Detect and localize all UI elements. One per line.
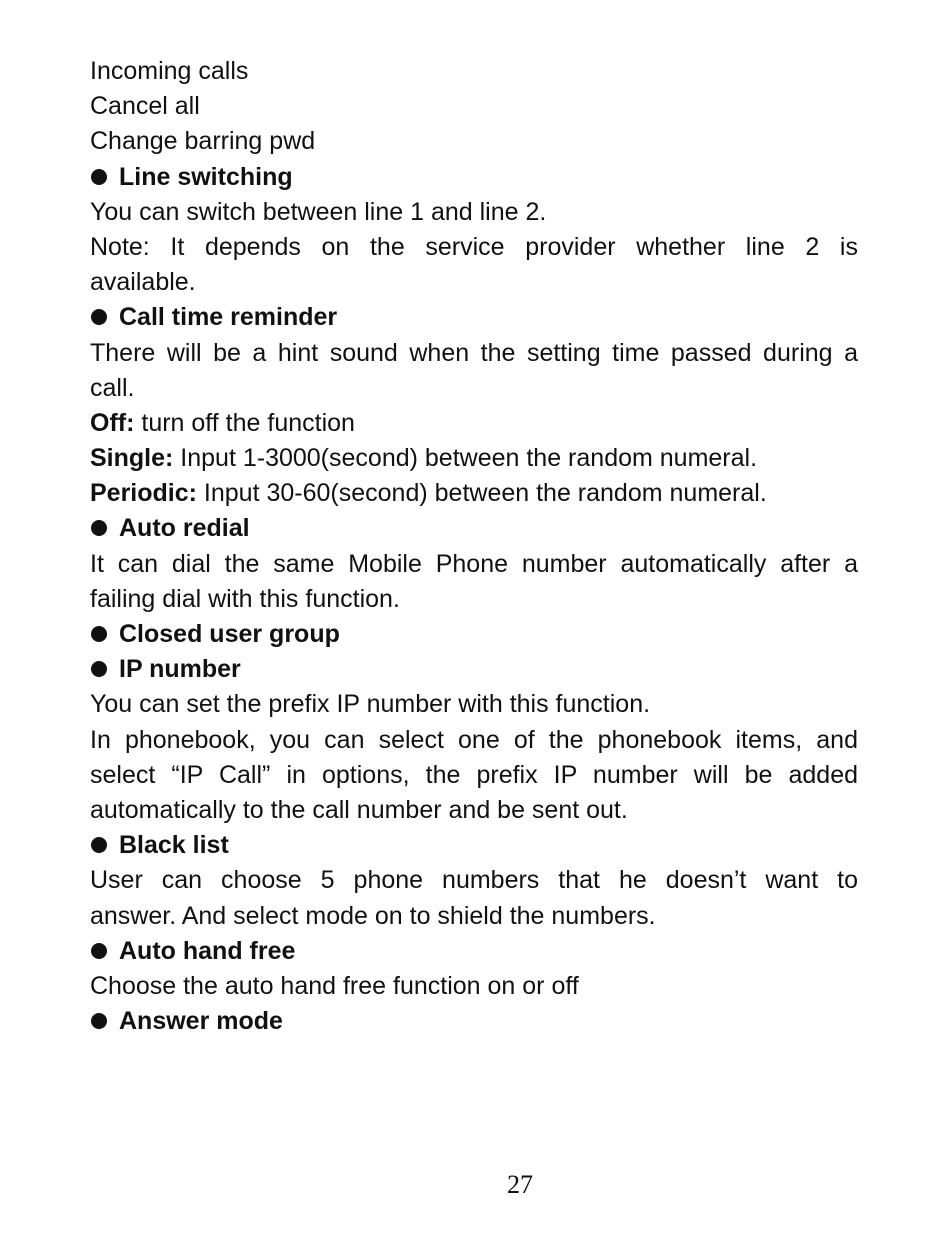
section-heading-auto-hand-free bbox=[90, 934, 858, 969]
bullet-icon bbox=[91, 169, 107, 185]
text-line: answer. And select mode on to shield the numbers. bbox=[90, 901, 656, 930]
manual-page bbox=[90, 54, 858, 1039]
bullet-icon bbox=[91, 943, 107, 959]
section-heading-auto-redial bbox=[90, 511, 858, 546]
bullet-icon bbox=[91, 626, 107, 642]
heading-label: Closed user group bbox=[119, 620, 340, 648]
heading-label: Auto redial bbox=[119, 514, 250, 543]
text-line: Choose the auto hand free function on or off bbox=[90, 971, 579, 1000]
text-line: failing dial with this function. bbox=[90, 584, 400, 613]
section-heading-ip-number bbox=[90, 652, 858, 687]
bullet-icon bbox=[91, 837, 107, 853]
text-line: Cancel all bbox=[90, 92, 200, 121]
option-single bbox=[90, 441, 858, 476]
text-line: call. bbox=[90, 373, 135, 402]
section-heading-closed-user-group bbox=[90, 617, 858, 652]
section-heading-black-list bbox=[90, 828, 858, 863]
option-label: Off: bbox=[90, 408, 135, 437]
text-line: Note: It depends on the service provider whether line 2 is bbox=[90, 232, 858, 261]
heading-label: IP number bbox=[119, 655, 241, 684]
option-off bbox=[90, 406, 858, 441]
page-number: 27 bbox=[507, 1170, 533, 1199]
heading-label: Answer mode bbox=[119, 1007, 283, 1036]
bullet-icon bbox=[91, 661, 107, 677]
heading-label: Call time reminder bbox=[119, 303, 338, 332]
option-label: Single: bbox=[90, 444, 174, 473]
option-text: Input 30-60(second) between the random numeral. bbox=[196, 479, 767, 508]
bullet-icon bbox=[91, 309, 107, 325]
bullet-icon bbox=[91, 1013, 107, 1029]
text-line: You can set the prefix IP number with this function. bbox=[90, 690, 651, 719]
option-text: Input 1-3000(second) between the random numeral. bbox=[173, 444, 758, 473]
section-heading-line-switching bbox=[90, 160, 858, 195]
option-label: Periodic: bbox=[90, 479, 197, 508]
text-line: It can dial the same Mobile Phone number automatically after a bbox=[90, 549, 858, 578]
text-line: select “IP Call” in options, the prefix IP number will be added bbox=[90, 760, 858, 789]
section-heading-call-time-reminder bbox=[90, 300, 858, 335]
bullet-icon bbox=[91, 520, 107, 536]
text-line: Change barring pwd bbox=[90, 127, 316, 156]
text-line: You can switch between line 1 and line 2. bbox=[90, 197, 547, 226]
option-text: turn off the function bbox=[134, 408, 355, 437]
text-line: automatically to the call number and be sent out. bbox=[90, 795, 628, 824]
heading-label: Black list bbox=[119, 831, 229, 860]
text-line: Incoming calls bbox=[90, 57, 249, 85]
option-periodic bbox=[90, 476, 858, 511]
heading-label: Auto hand free bbox=[119, 936, 296, 965]
text-line: User can choose 5 phone numbers that he doesn’t want to bbox=[90, 866, 858, 895]
section-heading-answer-mode bbox=[90, 1004, 858, 1039]
text-line: In phonebook, you can select one of the phonebook items, and bbox=[90, 725, 858, 754]
heading-label: Line switching bbox=[119, 162, 293, 191]
text-line: There will be a hint sound when the setting time passed during a bbox=[90, 338, 858, 367]
text-line: available. bbox=[90, 268, 196, 297]
